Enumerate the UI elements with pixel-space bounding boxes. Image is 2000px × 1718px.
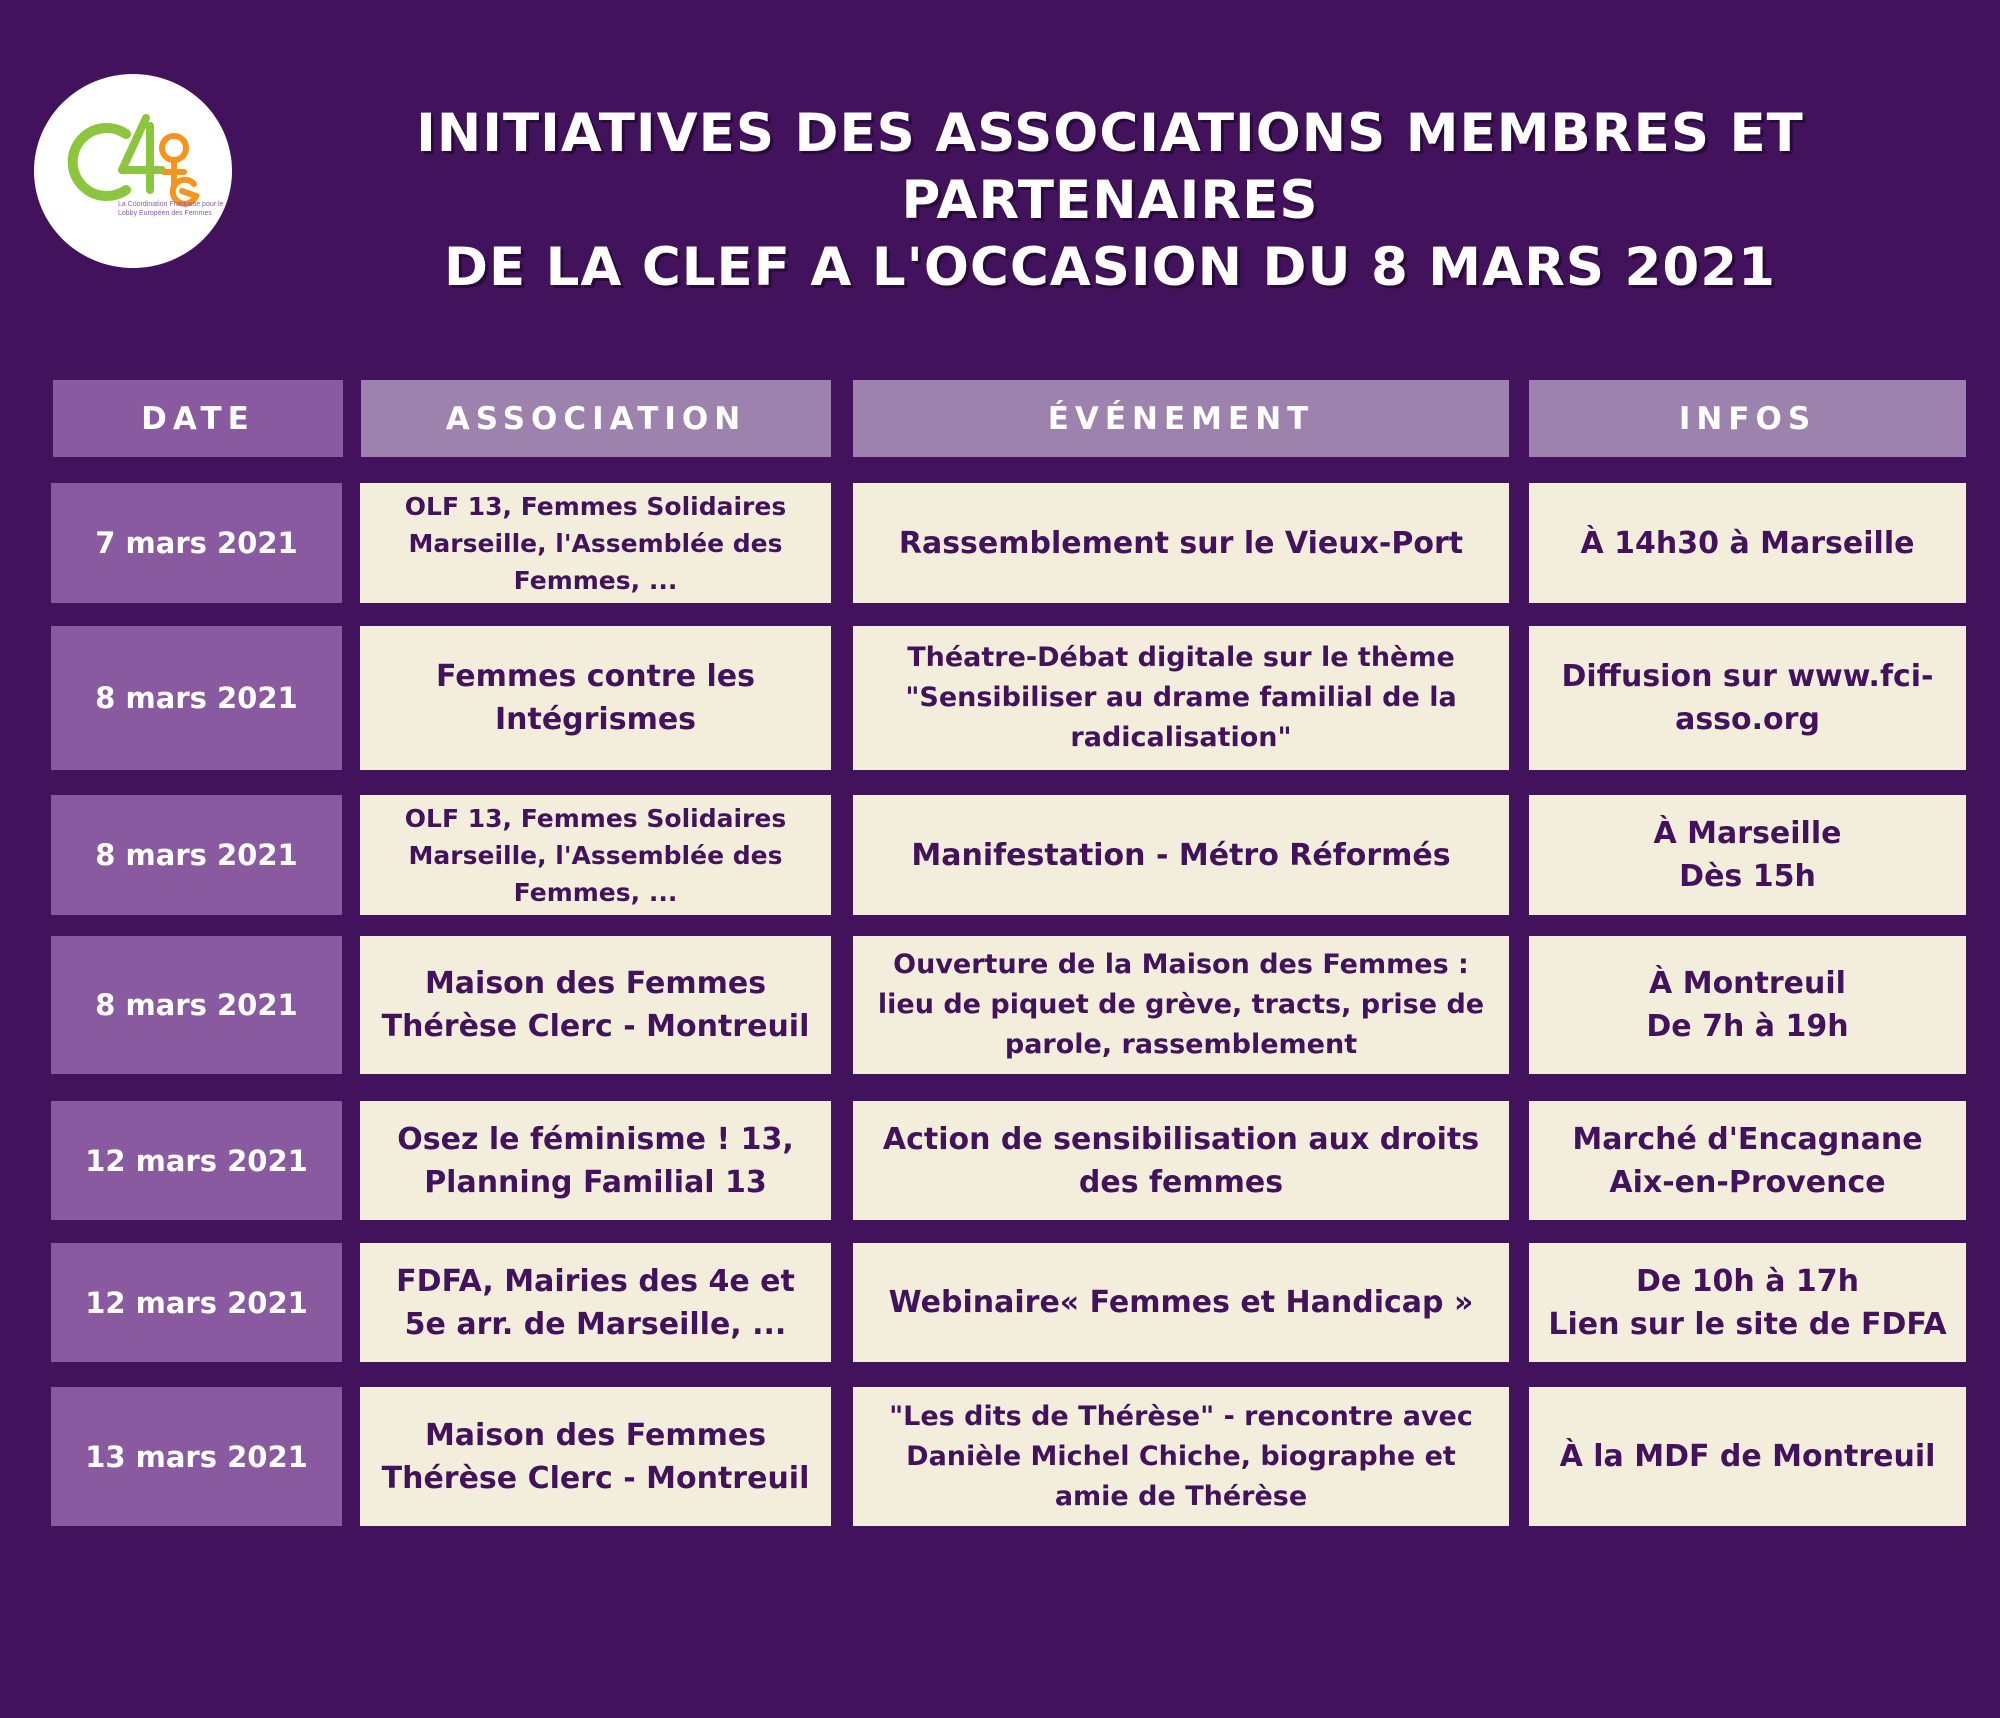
row-3-evenement: Manifestation - Métro Réformés — [853, 795, 1509, 915]
row-6-infos: De 10h à 17h Lien sur le site de FDFA — [1529, 1243, 1966, 1362]
row-4-infos: À Montreuil De 7h à 19h — [1529, 936, 1966, 1074]
row-3-association: OLF 13, Femmes Solidaires Marseille, l'Assemblée des Femmes, ... — [360, 795, 831, 915]
row-5-association: Osez le féminisme ! 13, Planning Familial 13 — [360, 1101, 831, 1220]
header-evenement: ÉVÉNEMENT — [853, 380, 1509, 457]
row-5-date: 12 mars 2021 — [51, 1101, 342, 1220]
row-3-date: 8 mars 2021 — [51, 795, 342, 915]
row-1-infos: À 14h30 à Marseille — [1529, 483, 1966, 603]
row-6-evenement: Webinaire« Femmes et Handicap » — [853, 1243, 1509, 1362]
row-3-infos: À Marseille Dès 15h — [1529, 795, 1966, 915]
row-7-evenement: "Les dits de Thérèse" - rencontre avec Danièle Michel Chiche, biographe et amie de Thérèse — [853, 1387, 1509, 1526]
row-2-infos: Diffusion sur www.fci-asso.org — [1529, 626, 1966, 770]
row-1-date: 7 mars 2021 — [51, 483, 342, 603]
title-line-1: INITIATIVES DES ASSOCIATIONS MEMBRES ET PARTENAIRES — [416, 103, 1804, 231]
row-1-association: OLF 13, Femmes Solidaires Marseille, l'Assemblée des Femmes, ... — [360, 483, 831, 603]
row-7-association: Maison des Femmes Thérèse Clerc - Montreuil — [360, 1387, 831, 1526]
row-2-evenement: Théatre-Débat digitale sur le thème "Sensibiliser au drame familial de la radicalisation" — [853, 626, 1509, 770]
row-7-date: 13 mars 2021 — [51, 1387, 342, 1526]
row-5-evenement: Action de sensibilisation aux droits des femmes — [853, 1101, 1509, 1220]
clef-logo-icon — [34, 74, 232, 268]
header-date: DATE — [53, 380, 343, 457]
row-7-infos: À la MDF de Montreuil — [1529, 1387, 1966, 1526]
row-2-date: 8 mars 2021 — [51, 626, 342, 770]
clef-logo — [34, 74, 232, 268]
row-6-association: FDFA, Mairies des 4e et 5e arr. de Marseille, ... — [360, 1243, 831, 1362]
row-4-evenement: Ouverture de la Maison des Femmes : lieu de piquet de grève, tracts, prise de parole, rassemblement — [853, 936, 1509, 1074]
header-association: ASSOCIATION — [361, 380, 831, 457]
row-5-infos: Marché d'Encagnane Aix-en-Provence — [1529, 1101, 1966, 1220]
logo-caption: La Coordination Française pour le Lobby Européen des Femmes — [118, 201, 224, 217]
title-line-2: DE LA CLEF A L'OCCASION DU 8 MARS 2021 — [443, 237, 1777, 298]
page-title — [250, 100, 1970, 301]
header-infos: INFOS — [1529, 380, 1966, 457]
row-4-date: 8 mars 2021 — [51, 936, 342, 1074]
row-2-association: Femmes contre les Intégrismes — [360, 626, 831, 770]
row-4-association: Maison des Femmes Thérèse Clerc - Montreuil — [360, 936, 831, 1074]
row-1-evenement: Rassemblement sur le Vieux-Port — [853, 483, 1509, 603]
row-6-date: 12 mars 2021 — [51, 1243, 342, 1362]
